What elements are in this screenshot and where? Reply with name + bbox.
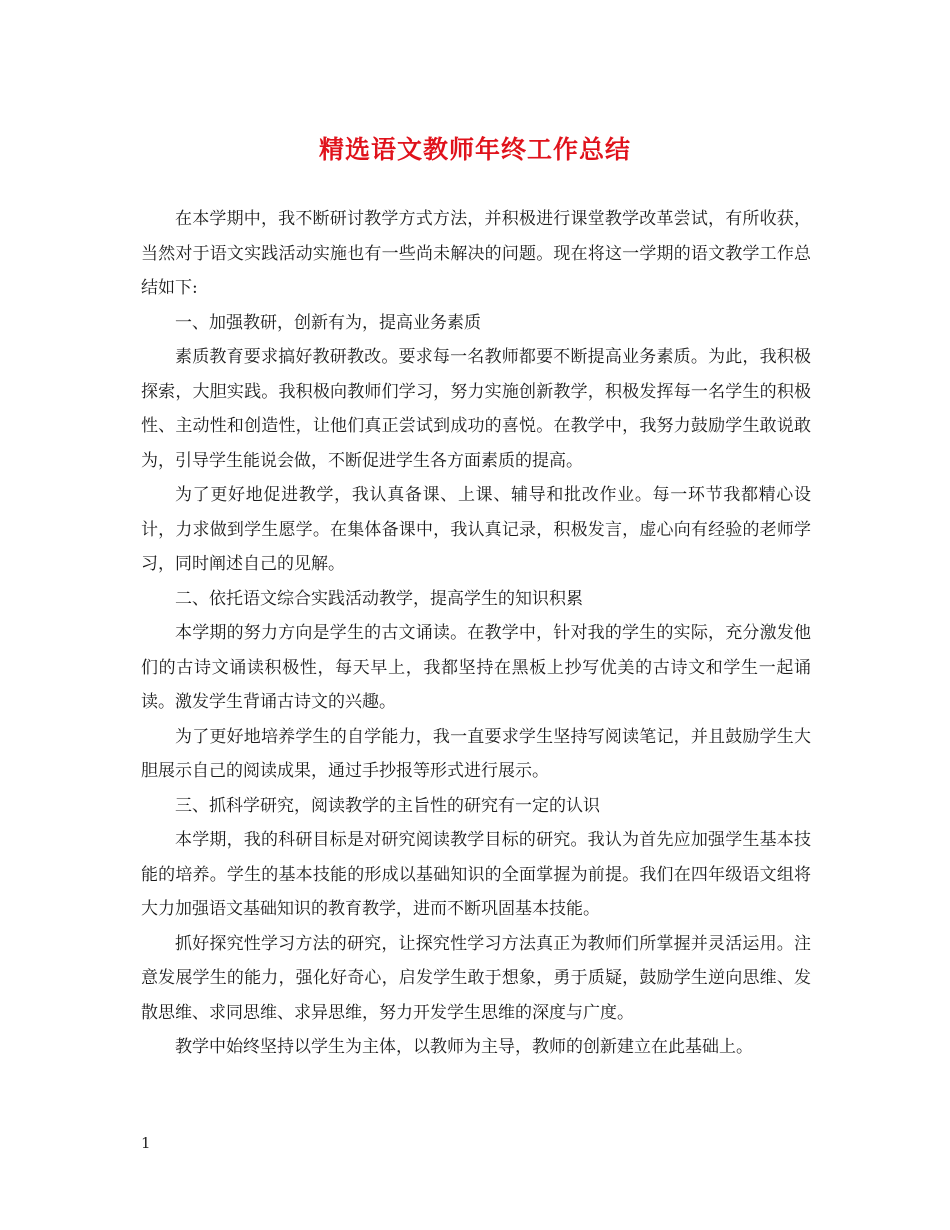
section-heading-2: 二、依托语文综合实践活动教学，提高学生的知识积累 (175, 588, 583, 609)
paragraph: 本学期，我的科研目标是对研究阅读教学目标的研究。我认为首先应加强学生基本技能的培养。学生的基本技能的形成以基础知识的全面掌握为前提。我们在四年级语文组将大力加强语文基础知识的教育教学，进而不断巩固基本技能。 (141, 830, 811, 919)
document-body (141, 202, 811, 1065)
paragraph: 抓好探究性学习方法的研究，让探究性学习方法真正为教师们所掌握并灵活运用。注意发展学生的能力，强化好奇心，启发学生敢于想象，勇于质疑，鼓励学生逆向思维、发散思维、求同思维、求异思维，努力开发学生思维的深度与广度。 (141, 933, 811, 1023)
paragraph: 为了更好地促进教学，我认真备课、上课、辅导和批改作业。每一环节我都精心设计，力求做到学生愿学。在集体备课中，我认真记录，积极发言，虚心向有经验的老师学习，同时阐述自己的见解。 (141, 485, 811, 574)
paragraph: 本学期的努力方向是学生的古文诵读。在教学中，针对我的学生的实际，充分激发他们的古诗文诵读积极性，每天早上，我都坚持在黑板上抄写优美的古诗文和学生一起诵读。激发学生背诵古诗文的兴趣。 (141, 623, 811, 712)
paragraph: 为了更好地培养学生的自学能力，我一直要求学生坚持写阅读笔记，并且鼓励学生大胆展示自己的阅读成果，通过手抄报等形式进行展示。 (141, 726, 811, 781)
section-heading-1: 一、加强教研，创新有为，提高业务素质 (175, 312, 481, 333)
paragraph: 素质教育要求搞好教研教改。要求每一名教师都要不断提高业务素质。为此，我积极探索，大胆实践。我积极向教师们学习，努力实施创新教学，积极发挥每一名学生的积极性、主动性和创造性，让他们真正尝试到成功的喜悦。在教学中，我努力鼓励学生敢说敢为，引导学生能说会做，不断促进学生各方面素质的提高。 (141, 347, 811, 471)
page-number: 1 (141, 1134, 151, 1152)
document-title: 精选语文教师年终工作总结 (318, 135, 631, 164)
paragraph: 教学中始终坚持以学生为主体，以教师为主导，教师的创新建立在此基础上。 (175, 1037, 753, 1057)
section-heading-3: 三、抓科学研究，阅读教学的主旨性的研究有一定的认识 (175, 795, 600, 816)
paragraph-intro: 在本学期中，我不断研讨教学方式方法，并积极进行课堂教学改革尝试，有所收获，当然对于语文实践活动实施也有一些尚未解决的问题。现在将这一学期的语文教学工作总结如下: (141, 209, 811, 298)
